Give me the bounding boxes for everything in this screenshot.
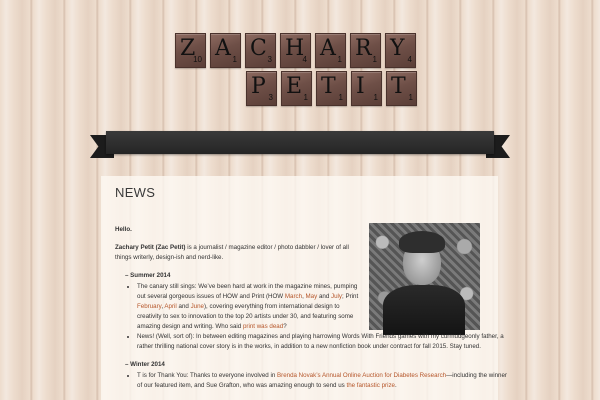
list-item bbox=[137, 371, 507, 391]
letter-tile bbox=[316, 71, 347, 106]
section-title: NEWS bbox=[115, 185, 156, 200]
tile-letter: T bbox=[391, 74, 406, 99]
letter-tile bbox=[386, 71, 417, 106]
tile-letter: I bbox=[356, 74, 365, 99]
greeting bbox=[115, 225, 365, 235]
link-print-was-dead[interactable]: print was dead bbox=[242, 323, 284, 330]
nav-ribbon bbox=[90, 131, 510, 154]
item-text: and bbox=[317, 293, 331, 300]
bio-text: is a journalist / magazine editor / photo dabbler / lover of all things writerly, design-ish and nerd-like. bbox=[115, 244, 349, 261]
letter-tile bbox=[351, 71, 382, 106]
link-print-february[interactable]: February bbox=[137, 303, 162, 310]
link-print-june[interactable]: June bbox=[190, 303, 204, 310]
list-item bbox=[137, 282, 365, 332]
letter-tile bbox=[281, 71, 312, 106]
item-text: —including the winner of our featured item, and Sue Grafton, who was amazing enough to send us bbox=[137, 372, 507, 389]
link-how-may[interactable]: May bbox=[305, 293, 318, 300]
item-text: , bbox=[302, 293, 306, 300]
author-photo bbox=[369, 223, 480, 330]
letter-tile bbox=[280, 33, 311, 68]
photo-figure-hair bbox=[399, 231, 445, 253]
tile-letter: C bbox=[250, 36, 267, 61]
tile-score: 10 bbox=[193, 55, 202, 64]
tile-score: 1 bbox=[408, 93, 413, 102]
list-item: • News! (Well, sort of): In between editing magazines and playing harrowing Words With Friends games with my curmudgeonly father, a rather thrilling national cover story is in the works, in addition to a new nonfiction book under contract for fall 2015. Stay tuned. bbox=[137, 332, 507, 352]
tile-letter: R bbox=[355, 36, 372, 61]
item-text: and bbox=[176, 303, 191, 310]
greeting-text: Hello. bbox=[115, 226, 132, 233]
tile-score: 1 bbox=[232, 55, 237, 64]
link-how-march[interactable]: March bbox=[284, 293, 303, 300]
tile-score: 3 bbox=[268, 93, 273, 102]
tile-score: 3 bbox=[267, 55, 272, 64]
item-text: , bbox=[161, 303, 165, 310]
tile-letter: A bbox=[215, 36, 231, 61]
news-text bbox=[115, 225, 507, 399]
item-text: ? bbox=[283, 323, 287, 330]
tile-score: 1 bbox=[338, 93, 343, 102]
item-text: ), covering everything from international design to creativity to sex to innovation to the top 20 artists under 30, and featuring some amazing design and writing. Who said bbox=[137, 303, 354, 330]
letter-tile bbox=[245, 33, 276, 68]
tile-score: 1 bbox=[337, 55, 342, 64]
item-text: T is for Thank You: Thanks to everyone involved in bbox=[137, 372, 277, 379]
photo-figure-body bbox=[383, 285, 465, 335]
tile-letter: Z bbox=[180, 36, 196, 61]
letter-tile bbox=[315, 33, 346, 68]
tile-letter: P bbox=[251, 74, 266, 99]
author-name: Zachary Petit (Zac Petit) bbox=[115, 244, 186, 251]
item-text: . bbox=[394, 382, 397, 389]
site-logo[interactable] bbox=[0, 0, 600, 120]
summer-list bbox=[115, 282, 504, 352]
tile-letter: A bbox=[320, 36, 336, 61]
link-novak-auction[interactable]: Brenda Novak’s Annual Online Auction for Diabetes Research bbox=[277, 372, 447, 379]
tile-score: 4 bbox=[302, 55, 307, 64]
winter-list bbox=[115, 371, 507, 391]
logo-row-zachary bbox=[175, 33, 416, 68]
summer-heading: – Summer 2014 bbox=[125, 272, 171, 279]
letter-tile bbox=[175, 33, 206, 68]
tile-score: 4 bbox=[407, 55, 412, 64]
tile-letter: T bbox=[321, 74, 336, 99]
tile-letter: H bbox=[285, 36, 305, 61]
letter-tile bbox=[246, 71, 277, 106]
item-text: The canary still sings: We’ve been hard at work in the magazine mines, pumping out several gorgeous issues of HOW and Print (HOW bbox=[137, 283, 358, 300]
tile-score: 1 bbox=[372, 55, 377, 64]
tile-score: 1 bbox=[373, 93, 378, 102]
bio-paragraph bbox=[115, 243, 365, 263]
tile-letter: E bbox=[286, 74, 303, 99]
link-print-april[interactable]: April bbox=[164, 303, 177, 310]
link-how-july[interactable]: July bbox=[331, 293, 343, 300]
tile-letter: Y bbox=[390, 36, 405, 61]
letter-tile bbox=[385, 33, 416, 68]
content-panel bbox=[101, 176, 507, 400]
item-text: ; Print bbox=[342, 293, 359, 300]
winter-heading: – Winter 2014 bbox=[125, 361, 165, 368]
ribbon-band bbox=[106, 131, 494, 154]
link-fantastic-prize[interactable]: the fantastic prize bbox=[346, 382, 395, 389]
letter-tile bbox=[350, 33, 381, 68]
tile-score: 1 bbox=[303, 93, 308, 102]
logo-row-petit bbox=[246, 71, 417, 106]
letter-tile bbox=[210, 33, 241, 68]
